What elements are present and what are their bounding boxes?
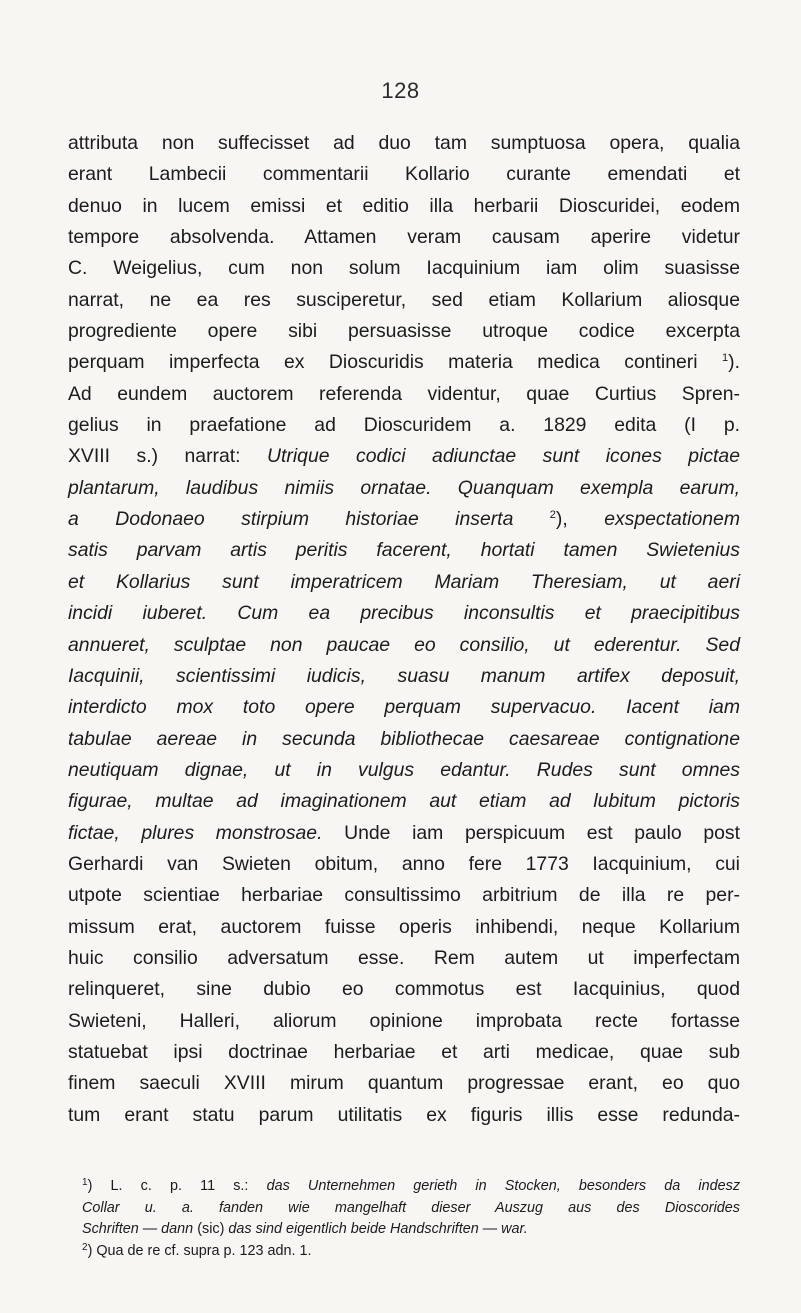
text-run: interdicto mox toto opere perquam supervacuo. Iacent iam [68,696,740,719]
text-run: tabulae aereae in secunda bibliothecae caesareae contignatione [68,727,740,750]
text-line [68,159,740,190]
text-line [68,1068,740,1099]
text-run: Unde iam perspicuum est paulo post [322,821,740,844]
text-line [68,1037,740,1068]
text-run: das sind eigentlich beide Handschriften — war. [228,1221,528,1238]
text-line [68,630,740,661]
text-run: utpote scientiae herbariae consultissimo arbitrium de illa re per- [68,884,740,907]
text-line [68,347,740,378]
text-run: Iacquinii, scientissimi iudicis, suasu manum artifex deposuit, [68,664,740,687]
footnotes [82,1176,740,1263]
text-run: et Kollarius sunt imperatricem Mariam Theresiam, ut aeri [68,570,740,593]
text-run: ). [728,351,740,374]
text-run: exspectationem [604,508,740,531]
text-run: progrediente opere sibi persuasisse utroque codice excerpta [68,320,740,343]
footnote-line [82,1241,740,1263]
text-run: huic consilio adversatum esse. Rem autem ut imperfectam [68,946,740,969]
text-line [68,222,740,253]
text-line [68,1100,740,1131]
text-line [68,253,740,284]
text-line [68,598,740,629]
text-line [68,441,740,472]
text-run: ) L. c. p. 11 s.: [87,1178,267,1194]
text-line [68,974,740,1005]
text-line [68,880,740,911]
text-run: Gerhardi van Swieten obitum, anno fere 1773 Iacquinium, cui [68,852,740,875]
text-run: attributa non suffecisset ad duo tam sumptuosa opera, qualia [68,132,740,154]
text-run: denuo in lucem emissi et editio illa herbarii Dioscuridei, eodem [68,194,740,217]
text-line [68,504,740,535]
text-line [68,849,740,880]
text-run: Ad eundem auctorem referenda videntur, quae Curtius Spren- [68,382,740,405]
text-run: neutiquam dignae, ut in vulgus edantur. Rudes sunt omnes [68,758,740,781]
text-run: ) Qua de re cf. supra p. 123 adn. 1. [87,1243,312,1260]
text-line [68,818,740,849]
text-run: tempore absolvenda. Attamen veram causam aperire videtur [68,226,740,249]
footnote-marker: 1 [82,1177,88,1188]
text-run: missum erat, auctorem fuisse operis inhibendi, neque Kollarium [68,915,740,938]
text-run: figurae, multae ad imaginationem aut etiam ad lubitum pictoris [68,790,740,813]
text-run: XVIII s.) narrat: [68,445,268,468]
text-line [68,1006,740,1037]
text-run: fictae, plures monstrosae. [68,821,323,844]
footnote-line [82,1198,740,1220]
text-line [68,567,740,598]
text-run: annueret, sculptae non paucae eo consilio, ut ederentur. Sed [68,633,740,656]
text-run: (sic) [193,1221,229,1238]
text-line [68,755,740,786]
text-run: Swieteni, Halleri, aliorum opinione improbata recte fortasse [68,1009,740,1032]
text-run: gelius in praefatione ad Dioscuridem a. 1829 edita (I p. [68,414,740,437]
footnote-reference: 1 [722,352,729,365]
text-run: tum erant statu parum utilitatis ex figuris illis esse redunda- [68,1103,740,1126]
text-run: perquam imperfecta ex Dioscuridis materia medica contineri [68,351,723,374]
footnote-marker: 2 [82,1242,88,1254]
text-run: Schriften — dann [82,1221,194,1238]
text-line [68,473,740,504]
text-run: narrat, ne ea res susciperetur, sed etiam Kollarium aliosque [68,288,740,311]
text-line [68,724,740,755]
text-run: erant Lambecii commentarii Kollario curante emendati et [68,163,740,186]
text-run: satis parvam artis peritis facerent, hortati tamen Swietenius [68,539,740,562]
footnote-line [82,1176,740,1198]
text-run: C. Weigelius, cum non solum Iacquinium iam olim suasisse [68,257,740,280]
text-line [68,943,740,974]
text-run: incidi iuberet. Cum ea precibus inconsultis et praecipitibus [68,602,740,625]
text-run: a Dodonaeo stirpium historiae inserta [68,508,550,531]
text-run: statuebat ipsi doctrinae herbariae et arti medicae, quae sub [68,1040,740,1063]
text-run: ), [555,508,605,531]
text-line [68,786,740,817]
text-line [68,535,740,566]
text-line [68,912,740,943]
text-line [68,379,740,410]
text-line [68,692,740,723]
text-line [68,128,740,159]
text-line [68,661,740,692]
text-run: Utrique codici adiunctae sunt icones pictae [267,445,741,468]
text-run: finem saeculi XVIII mirum quantum progressae erant, eo quo [68,1072,740,1095]
text-line [68,191,740,222]
body-text [68,128,740,1131]
page-number: 128 [381,78,420,103]
text-run: Collar u. a. fanden wie mangelhaft dieser Auszug aus des Dioscorides [82,1199,740,1216]
text-line [68,410,740,441]
footnote-reference: 2 [549,509,556,522]
text-run: relinqueret, sine dubio eo commotus est Iacquinius, quod [68,978,740,1001]
text-line [68,285,740,316]
text-run: das Unternehmen gerieth in Stocken, besonders da indesz [266,1178,741,1194]
text-line [68,316,740,347]
footnote-line [82,1219,740,1241]
text-run: plantarum, laudibus nimiis ornatae. Quanquam exempla earum, [68,476,740,499]
